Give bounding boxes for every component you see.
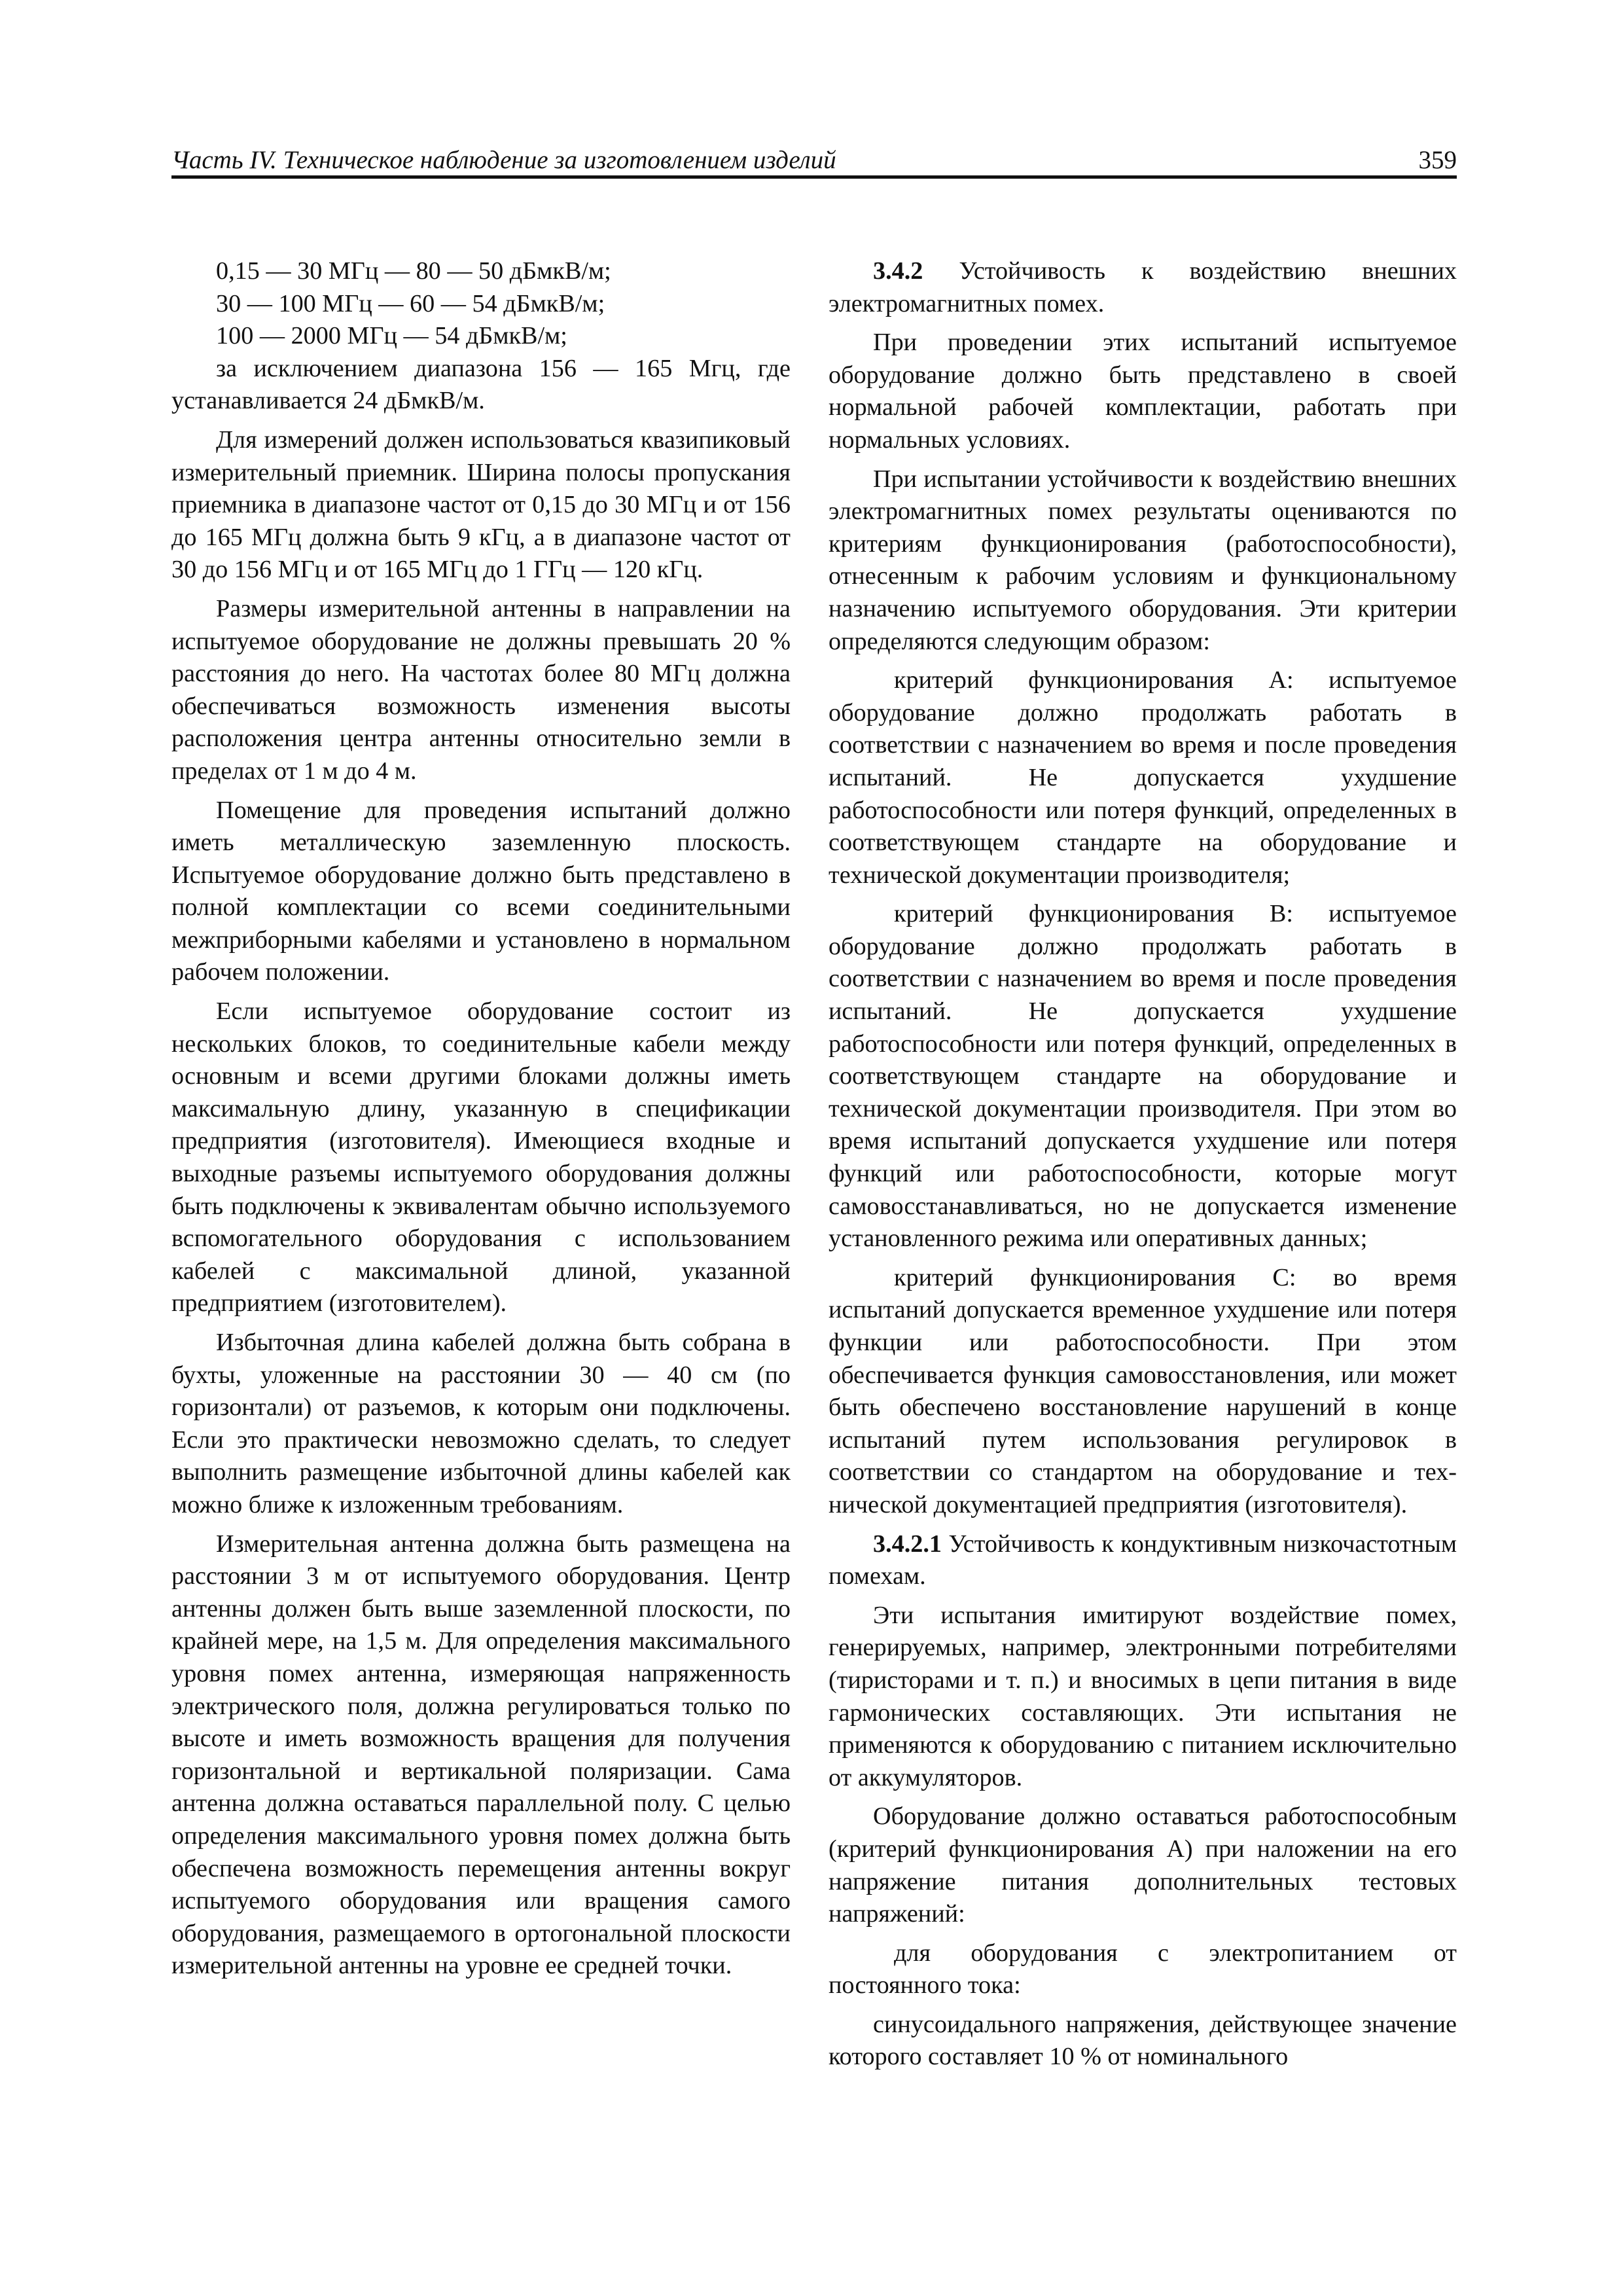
paragraph: При проведении этих испытаний испытуемое оборудование должно быть представлено в своей нормальной рабочей комплектации, работать при нормальных условиях. xyxy=(829,329,1457,454)
section-heading-3-4-2-1 xyxy=(829,1528,1457,1593)
paragraph: для оборудования с электропитанием от постоянного тока: xyxy=(829,1939,1457,2000)
section-title: Устойчивость к воздействию внешних электромагнитных помех. xyxy=(829,257,1457,317)
paragraph: за исключением диапазона 156 — 165 Мгц, где устанавливается 24 дБмкВ/м. xyxy=(171,354,791,415)
band-limit-1: 0,15 — 30 МГц — 80 — 50 дБмкВ/м; xyxy=(216,257,611,285)
section-number: 3.4.2.1 xyxy=(873,1530,942,1558)
right-column xyxy=(829,255,1457,2073)
section-title: Устойчивость к кондуктивным низкочастотным помехам. xyxy=(829,1530,1457,1590)
section-heading-3-4-2 xyxy=(829,255,1457,320)
criterion-a: критерий функционирования А: испытуемое оборудование должно продолжать работать в соответствии с назначением во время и после проведения испытаний. Не допускается ухудшение работоспособности или потеря функций, определенных в соответствующем стандарте на оборудование и технической документации производителя; xyxy=(829,666,1457,889)
paragraph: Размеры измерительной антенны в направлении на испытуемое оборудование не должны превышать 20 % расстояния до него. На частотах более 80 МГц должна обеспечиваться возможность изменения высоты расположения центра антенны относительно земли в пределах от 1 м до 4 м. xyxy=(171,594,791,785)
paragraph: синусоидального напряжения, действующее значение которого составляет 10 % от номинального xyxy=(829,2010,1457,2071)
left-column xyxy=(171,255,791,1982)
paragraph: Эти испытания имитируют воздействие помех, генерируемых, например, электронными потребителями (тиристорами и т. п.) и вносимых в цепи питания в виде гармонических составляющих. Эти испытания не применяются к оборудованию с питанием исключительно от аккумуляторов. xyxy=(829,1601,1457,1791)
section-number: 3.4.2 xyxy=(873,257,923,285)
paragraph: Измерительная антенна должна быть размещена на расстоянии 3 м от испытуемого оборудования. Центр антенны должен быть выше заземленной плоскости, по крайней мере, на 1,5 м. Для определения максимального уровня помех антенна, измеряющая напряженность электрического поля, должна регулироваться только по высоте и иметь возможность вращения для получения горизонтальной и вертикальной поляризации. Сама антенна должна оставаться параллельной полу. С целью определения максимального уровня помех должна быть обеспечена возможность перемещения антенны вокруг испытуемого оборудования или вращения самого оборудования, размещаемого в ортогональной плоскости измерительной антенны на уровне ее средней точки. xyxy=(171,1530,791,1980)
running-header-title: Часть IV. Техническое наблюдение за изготовлением изделий xyxy=(171,146,836,174)
paragraph: При испытании устойчивости к воздействию внешних электромагнитных помех результаты оцениваются по критериям функционирования (работоспособности), отнесенным к рабочим условиям и функциональному назначению испытуемого оборудования. Эти критерии определяются следующим образом: xyxy=(829,465,1457,655)
page-number: 359 xyxy=(1418,146,1457,174)
criterion-b: критерий функционирования В: испытуемое оборудование должно продолжать работать в соответствии с назначением во время и после проведения испытаний. Не допускается ухудшение работоспособности или потеря функций, определенных в соответствующем стандарте на оборудование и технической документации производителя. При этом во время испытаний допускается ухудшение или потеря функций или работоспособности, которые могут самовосстанавливаться, но не допускается изменение установленного режима или оперативных данных; xyxy=(829,900,1457,1253)
criterion-c: критерий функционирования С: во время испытаний допускается временное ухудшение или потеря функции или работоспособности. При этом обеспечивается функция самовосстановления, или может быть обеспечено восстановление нарушений в конце испытаний путем использования регулировок в соответствии со стандартом на оборудование и технической документацией предприятия (изготовителя). xyxy=(829,1263,1457,1518)
band-limit-3: 100 — 2000 МГц — 54 дБмкВ/м; xyxy=(216,322,567,350)
paragraph: Если испытуемое оборудование состоит из нескольких блоков, то соединительные кабели между основным и всеми другими блоками должны иметь максимальную длину, указанную в спецификации предприятия (изготовителя). Имеющиеся входные и выходные разъемы испытуемого оборудования должны быть подключены к эквивалентам обычно используемого вспомогательного оборудования с использованием кабелей с максимальной длиной, указанной предприятием (изготовителем). xyxy=(171,997,791,1318)
band-limit-2: 30 — 100 МГц — 60 — 54 дБмкВ/м; xyxy=(216,289,605,317)
paragraph: Помещение для проведения испытаний должно иметь металлическую заземленную плоскость. Испытуемое оборудование должно быть представлено в полной комплектации со всеми соединительными межприборными кабелями и установлено в нормальном рабочем положении. xyxy=(171,796,791,986)
paragraph: Оборудование должно оставаться работоспособным (критерий функционирования А) при наложении на его напряжение питания дополнительных тестовых напряжений: xyxy=(829,1803,1457,1928)
paragraph: Для измерений должен использоваться квазипиковый измерительный приемник. Ширина полосы пропускания приемника в диапазоне частот от 0,15 до 30 МГц и от 156 до 165 МГц должна быть 9 кГц, а в диапазоне частот от 30 до 156 МГц и от 165 МГц до 1 ГГц — 120 кГц. xyxy=(171,425,791,584)
header-rule xyxy=(171,175,1457,179)
paragraph: Избыточная длина кабелей должна быть собрана в бухты, уложенные на расстоянии 30 — 40 см (по горизонтали) от разъемов, к которым они подключены. Если это практически невозможно сделать, то следует выполнить размещение избыточной длины кабелей как можно ближе к изложенным требованиям. xyxy=(171,1329,791,1518)
